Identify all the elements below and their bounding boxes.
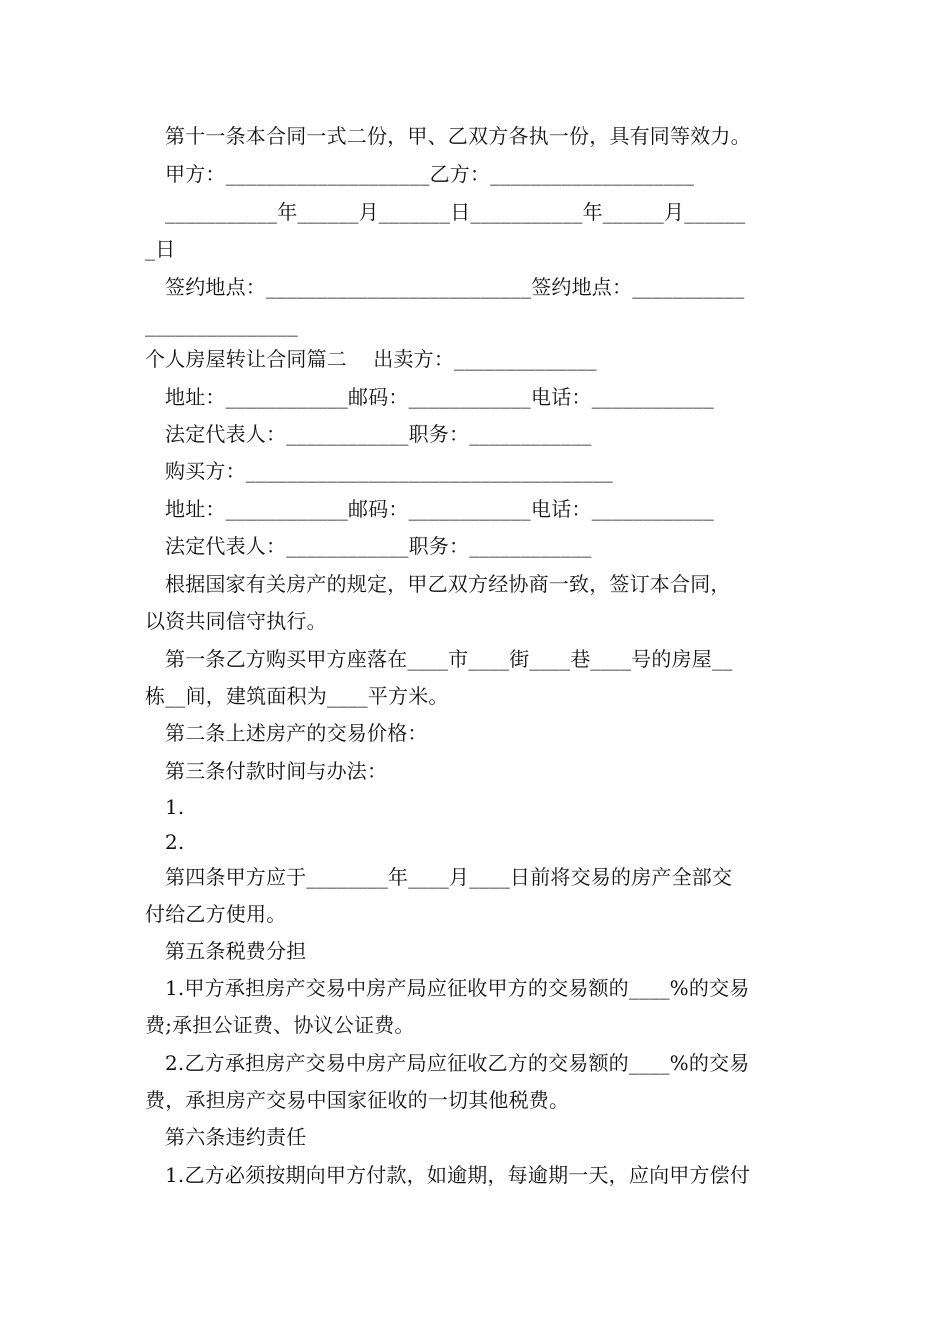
text-line: 第六条违约责任 [165,1125,307,1149]
text-line: 费;承担公证费、协议公证费。 [145,1013,415,1037]
text-line: 法定代表人：____________职务：____________ [165,534,592,558]
text-line: 签约地点：__________________________签约地点：___________ [165,275,745,299]
text-line: 2.乙方承担房产交易中房产局应征收乙方的交易额的____%的交易 [165,1051,750,1075]
text-line: 第四条甲方应于________年____月____日前将交易的房产全部交 [165,865,733,889]
text-line: 1.乙方必须按期向甲方付款，如逾期，每逾期一天，应向甲方偿付 [165,1163,751,1187]
text-line: 费，承担房产交易中国家征收的一切其他税费。 [145,1088,570,1112]
text-line: 第二条上述房产的交易价格： [165,721,428,745]
text-line: 付给乙方使用。 [145,902,287,926]
section-heading: 个人房屋转让合同篇二 出卖方：______________ [145,347,597,371]
text-line: 第一条乙方购买甲方座落在____市____街____巷____号的房屋__ [165,647,733,671]
text-line: 以资共同信守执行。 [145,609,327,633]
text-line: 第十一条本合同一式二份，甲、乙双方各执一份，具有同等效力。 [165,124,751,148]
text-line: _日 [145,237,176,261]
text-line: 栋__间，建筑面积为____平方米。 [145,684,449,708]
text-line: ___________年______月_______日___________年______月______ [165,200,746,224]
text-line: 第三条付款时间与办法： [165,759,388,783]
text-line: 地址：____________邮码：____________电话：____________ [165,385,714,409]
text-line: 根据国家有关房产的规定，甲乙双方经协商一致，签订本合同， [165,572,731,596]
text-line: 第五条税费分担 [165,939,307,963]
text-line: 购买方：____________________________________ [165,459,613,483]
text-line: 甲方：____________________乙方：____________________ [165,162,695,186]
text-line: 法定代表人：____________职务：____________ [165,422,592,446]
text-line: 1.甲方承担房产交易中房产局应征收甲方的交易额的____%的交易 [165,976,750,1000]
text-line: _______________ [145,313,298,337]
text-line: 1. [165,795,185,819]
text-line: 地址：____________邮码：____________电话：____________ [165,497,714,521]
text-line: 2. [165,830,185,854]
